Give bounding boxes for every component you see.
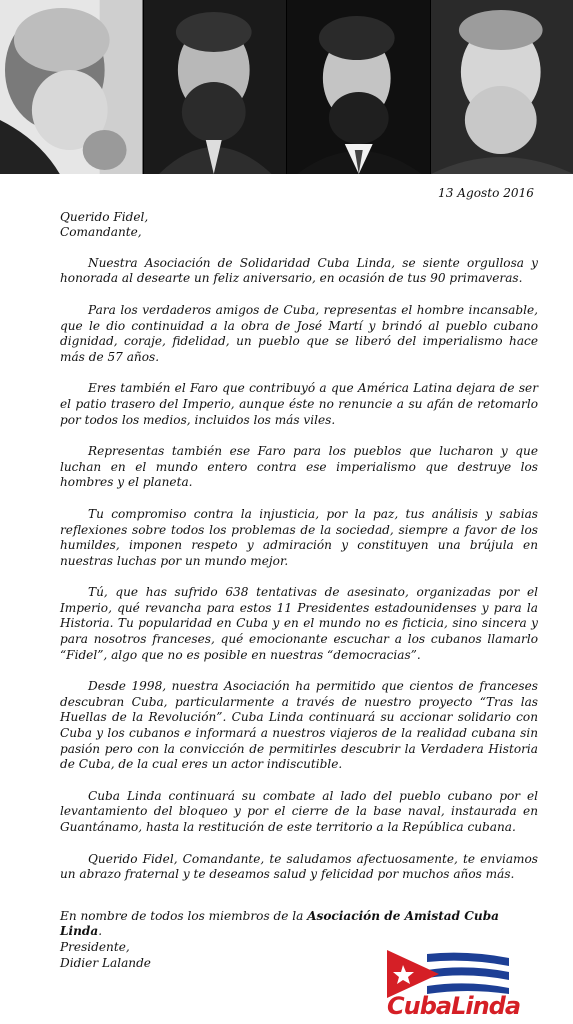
signer-name: Didier Lalande: [60, 955, 151, 970]
salutation-line: Comandante,: [60, 225, 142, 240]
letter-paragraph: Tu compromiso contra la injusticia, por la paz, tus análisis y sabias reflexiones sobre todos los problemas de la sociedad, siempre a favor de los humildes, imponen respeto y admiración y constituyen una brújula en nuestras luchas por un mundo mejor.: [60, 506, 538, 568]
letter-paragraph: Eres también el Faro que contribuyó a que América Latina dejara de ser el patio trasero del Imperio, aunque éste no renuncie a su afán de retomarlo por todos los medios, incluidos los más viles.: [60, 381, 538, 427]
letter-paragraph: Para los verdaderos amigos de Cuba, representas el hombre incansable, que le dio continuidad a la obra de José Martí y brindó al pueblo cubano dignidad, coraje, fidelidad, un pueblo que se liberó del imperialismo hace más de 57 años.: [60, 302, 538, 364]
letter-paragraph: Querido Fidel, Comandante, te saludamos afectuosamente, te enviamos un abrazo fraternal y te deseamos salud y felicidad por muchos años más.: [60, 851, 538, 882]
logo-wordmark: CubaLinda: [387, 992, 521, 1020]
letter-body: [60, 186, 538, 971]
portrait-photo-3: [287, 0, 431, 174]
signature-line: [60, 909, 538, 940]
portrait-photo-2: [144, 0, 288, 174]
cuba-flag-icon: [387, 950, 511, 998]
letter-paragraph: Desde 1998, nuestra Asociación ha permitido que cientos de franceses descubran Cuba, particularmente a través de nuestro proyecto “Tras las Huellas de la Revolución”. Cuba Linda continuará su accionar solidario con Cuba y los cubanos e informará a nuestros viajeros de la realidad cubana sin pasión pero con la convicción de permitirles descubrir la Verdadera Historia de Cuba, de la cual eres un actor indiscutible.: [60, 679, 538, 772]
salutation-line: Querido Fidel,: [60, 209, 149, 224]
signer-role: Presidente,: [60, 939, 130, 954]
letter-paragraph: Tú, que has sufrido 638 tentativas de asesinato, organizadas por el Imperio, qué revancha para estos 11 Presidentes estadounidenses y para la Historia. Tu popularidad en Cuba y en el mundo no es ficticia, sino sincera y para nosotros franceses, qué emocionante escuchar a los cubanos llamarlo “Fidel”, algo que no es posible en nuestras “democracias”.: [60, 585, 538, 662]
letter-date: 13 Agosto 2016: [438, 186, 534, 200]
letter-paragraph: Nuestra Asociación de Solidaridad Cuba Linda, se siente orgullosa y honorada al desearte un feliz aniversario, en ocasión de tus 90 primaveras.: [60, 255, 538, 286]
letter-paragraph: Representas también ese Faro para los pueblos que lucharon y que luchan en el mundo entero contra ese imperialismo que destruye los hombres y el planeta.: [60, 444, 538, 490]
signature-trail: .: [98, 924, 103, 939]
portrait-photo-4: [431, 0, 573, 174]
portrait-photo-1: [0, 0, 144, 174]
letter-paragraph: Cuba Linda continuará su combate al lado del pueblo cubano por el levantamiento del bloqueo y por el cierre de la base naval, instaurada en Guantánamo, hasta la restitución de este territorio a la República cubana.: [60, 788, 538, 834]
photo-banner: [0, 0, 573, 174]
cuba-linda-logo: [387, 950, 521, 1022]
signature-lead: En nombre de todos los miembros de la: [60, 908, 308, 923]
organization-name: Asociación de Amistad Cuba Linda: [60, 908, 499, 939]
